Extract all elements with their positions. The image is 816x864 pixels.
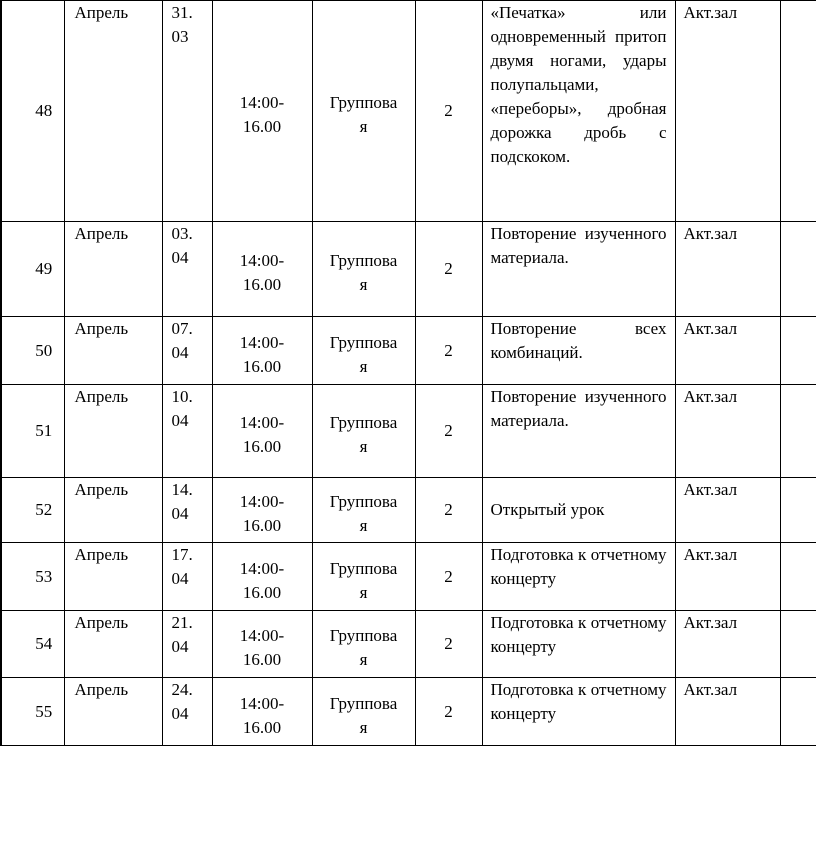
topic-cell [482, 385, 675, 478]
row-number [1, 611, 64, 678]
topic-cell [482, 611, 675, 678]
place-cell [675, 478, 780, 543]
hours-cell [415, 385, 482, 478]
place-cell [675, 317, 780, 385]
date-cell [162, 1, 212, 222]
empty-cell [780, 543, 816, 611]
hours-cell-text: 2 [444, 500, 453, 519]
time-cell [212, 1, 312, 222]
topic-cell [482, 1, 675, 222]
time-cell-text: 14:00- 16.00 [239, 332, 285, 376]
hours-cell [415, 611, 482, 678]
lesson-type-cell-text: Группова я [329, 332, 398, 376]
hours-cell-text: 2 [444, 701, 453, 721]
topic-cell [482, 543, 675, 611]
empty-cell [780, 385, 816, 478]
lesson-type-cell-text: Группова я [329, 492, 398, 535]
row-number-text: 55 [35, 701, 53, 721]
topic-cell-text: Повторение изученного материала. [490, 224, 667, 267]
date-cell [162, 385, 212, 478]
topic-cell-text: Подготовка к отчетному концерту [490, 545, 667, 588]
place-cell-text: Акт.зал [683, 613, 738, 632]
table-row [1, 611, 816, 678]
date-cell [162, 222, 212, 317]
lesson-type-cell [312, 1, 415, 222]
place-cell-text: Акт.зал [683, 319, 738, 338]
place-cell-text: Акт.зал [683, 680, 738, 699]
month-cell [64, 1, 162, 222]
month-cell [64, 611, 162, 678]
date-cell-text: 24. 04 [171, 680, 193, 723]
lesson-type-cell-text: Группова я [329, 693, 398, 737]
date-cell [162, 678, 212, 746]
month-cell-text: Апрель [74, 680, 129, 699]
lesson-type-cell [312, 222, 415, 317]
lesson-type-cell [312, 317, 415, 385]
row-number-text: 54 [35, 634, 53, 653]
month-cell-text: Апрель [74, 319, 129, 338]
date-cell-text: 07. 04 [171, 319, 193, 362]
topic-cell [482, 222, 675, 317]
month-cell [64, 317, 162, 385]
place-cell [675, 543, 780, 611]
row-number-text: 50 [35, 340, 53, 360]
lesson-type-cell [312, 543, 415, 611]
lesson-type-cell [312, 478, 415, 543]
row-number [1, 543, 64, 611]
date-cell [162, 478, 212, 543]
empty-cell [780, 317, 816, 385]
empty-cell [780, 222, 816, 317]
row-number [1, 317, 64, 385]
time-cell [212, 678, 312, 746]
row-number-text: 53 [35, 566, 53, 586]
empty-cell [780, 1, 816, 222]
time-cell [212, 543, 312, 611]
hours-cell-text: 2 [444, 634, 453, 653]
table-row [1, 478, 816, 543]
row-number [1, 678, 64, 746]
month-cell-text: Апрель [74, 613, 129, 632]
hours-cell-text: 2 [444, 421, 453, 440]
table-row [1, 1, 816, 222]
topic-cell-text: Повторение всех комбинаций. [490, 319, 667, 362]
time-cell-text: 14:00- 16.00 [239, 492, 285, 535]
hours-cell [415, 478, 482, 543]
table-row [1, 317, 816, 385]
time-cell [212, 385, 312, 478]
hours-cell [415, 317, 482, 385]
topic-cell-text: Открытый урок [490, 500, 605, 519]
hours-cell [415, 222, 482, 317]
lesson-type-cell-text: Группова я [329, 558, 398, 602]
date-cell [162, 543, 212, 611]
schedule-body [1, 1, 816, 746]
hours-cell-text: 2 [444, 259, 453, 278]
empty-cell [780, 611, 816, 678]
month-cell-text: Апрель [74, 480, 129, 499]
month-cell-text: Апрель [74, 545, 129, 564]
time-cell-text: 14:00- 16.00 [239, 413, 285, 456]
month-cell-text: Апрель [74, 224, 129, 243]
lesson-type-cell [312, 611, 415, 678]
time-cell-text: 14:00- 16.00 [239, 93, 285, 136]
place-cell [675, 611, 780, 678]
place-cell-text: Акт.зал [683, 224, 738, 243]
row-number-text: 51 [35, 421, 53, 440]
place-cell-text: Акт.зал [683, 3, 738, 22]
lesson-type-cell-text: Группова я [329, 413, 398, 456]
topic-cell-text: «Печатка» или одновременный притоп двумя ногами, удары полупальцами, «переборы», дробная дорожка дробь с подскоком. [490, 3, 667, 166]
topic-cell-text: Повторение изученного материала. [490, 387, 667, 430]
topic-cell-text: Подготовка к отчетному концерту [490, 680, 667, 723]
hours-cell [415, 678, 482, 746]
hours-cell [415, 543, 482, 611]
table-row [1, 385, 816, 478]
topic-cell [482, 478, 675, 543]
date-cell-text: 17. 04 [171, 545, 193, 588]
row-number [1, 1, 64, 222]
hours-cell [415, 1, 482, 222]
time-cell [212, 222, 312, 317]
topic-cell [482, 678, 675, 746]
place-cell [675, 1, 780, 222]
row-number-text: 52 [35, 500, 53, 519]
row-number-text: 48 [35, 101, 53, 120]
lesson-type-cell-text: Группова я [329, 626, 398, 669]
month-cell [64, 543, 162, 611]
month-cell [64, 385, 162, 478]
date-cell-text: 10. 04 [171, 387, 193, 430]
date-cell [162, 317, 212, 385]
time-cell [212, 317, 312, 385]
date-cell-text: 03. 04 [171, 224, 193, 267]
date-cell-text: 21. 04 [171, 613, 193, 656]
row-number-text: 49 [35, 259, 53, 278]
topic-cell-text: Подготовка к отчетному концерту [490, 613, 667, 656]
date-cell [162, 611, 212, 678]
place-cell-text: Акт.зал [683, 387, 738, 406]
lesson-type-cell [312, 385, 415, 478]
place-cell-text: Акт.зал [683, 545, 738, 564]
place-cell [675, 385, 780, 478]
time-cell-text: 14:00- 16.00 [239, 626, 285, 669]
month-cell [64, 478, 162, 543]
month-cell-text: Апрель [74, 387, 129, 406]
time-cell [212, 611, 312, 678]
month-cell [64, 222, 162, 317]
lesson-type-cell-text: Группова я [329, 251, 398, 294]
date-cell-text: 31. 03 [171, 3, 193, 46]
lesson-type-cell-text: Группова я [329, 93, 398, 136]
place-cell [675, 678, 780, 746]
row-number [1, 385, 64, 478]
lesson-type-cell [312, 678, 415, 746]
hours-cell-text: 2 [444, 340, 453, 360]
hours-cell-text: 2 [444, 566, 453, 586]
month-cell [64, 678, 162, 746]
hours-cell-text: 2 [444, 101, 453, 120]
place-cell [675, 222, 780, 317]
time-cell-text: 14:00- 16.00 [239, 558, 285, 602]
table-row [1, 543, 816, 611]
time-cell [212, 478, 312, 543]
table-row [1, 222, 816, 317]
table-row [1, 678, 816, 746]
time-cell-text: 14:00- 16.00 [239, 251, 285, 294]
topic-cell [482, 317, 675, 385]
place-cell-text: Акт.зал [683, 480, 738, 499]
month-cell-text: Апрель [74, 3, 129, 22]
empty-cell [780, 478, 816, 543]
row-number [1, 478, 64, 543]
time-cell-text: 14:00- 16.00 [239, 693, 285, 737]
row-number [1, 222, 64, 317]
empty-cell [780, 678, 816, 746]
date-cell-text: 14. 04 [171, 480, 193, 523]
